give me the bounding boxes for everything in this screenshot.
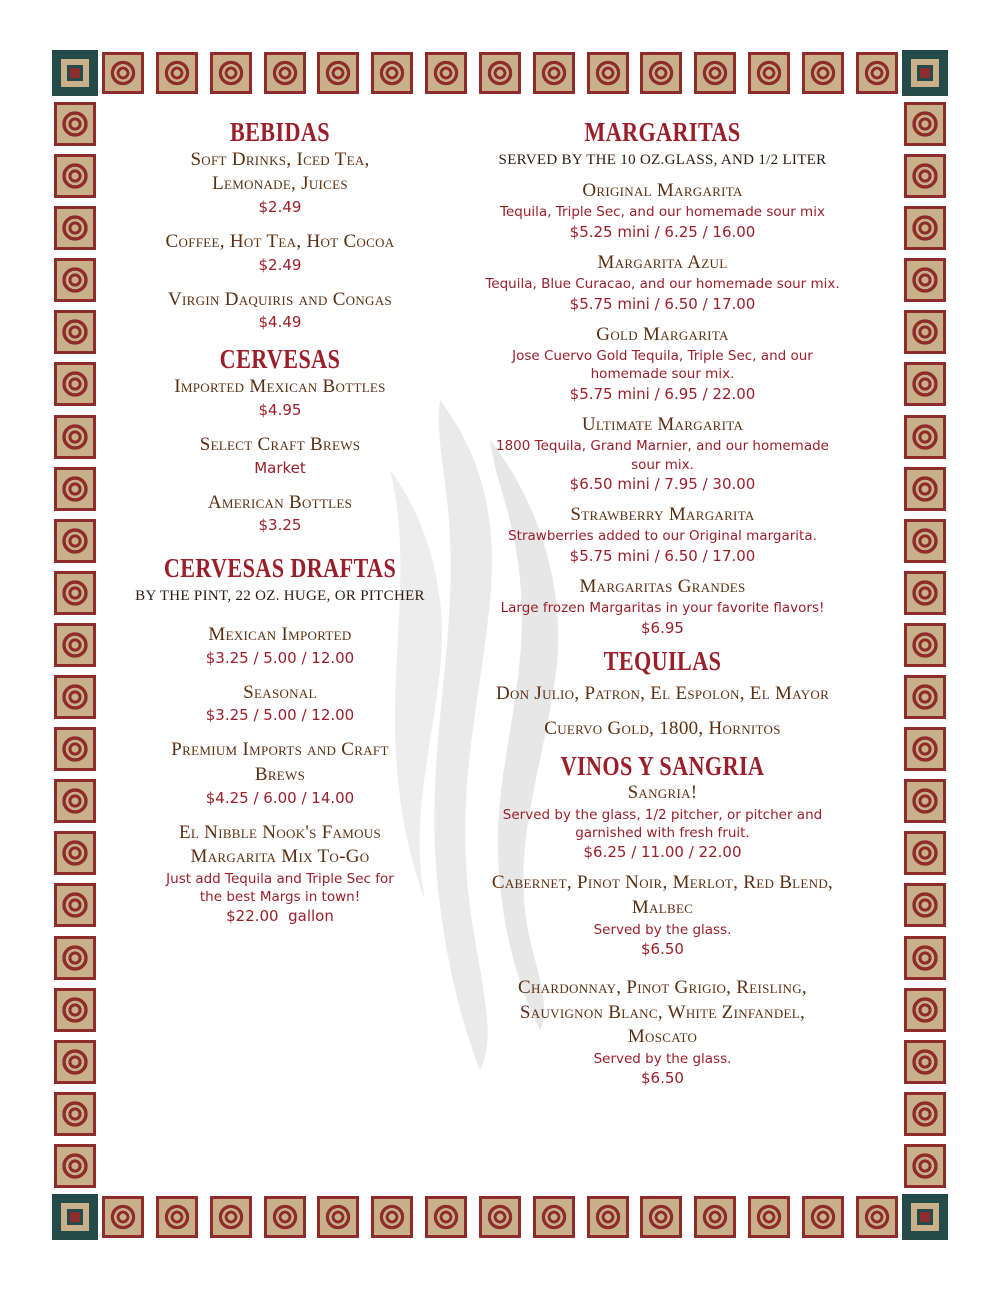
corner-ornament-bottom-left [52,1194,98,1240]
margaritas-section [465,118,860,639]
border-tile [585,50,631,96]
item-name: Coffee, Hot Tea, Hot Cocoa [165,231,395,253]
border-tile [52,569,98,617]
border-tile [369,1194,415,1240]
border-tile [315,50,361,96]
tequilas-title: TEQUILAS [603,645,722,676]
item-name: Imported Mexican Bottles [174,376,386,398]
item-price: $6.50 [641,1069,684,1088]
item-description: Large frozen Margaritas in your favorite flavors! [500,600,825,617]
border-tile [902,1142,948,1190]
item-price: $2.49 [258,198,302,217]
border-tile [746,1194,792,1240]
menu-item [465,251,860,315]
border-tile [531,50,577,96]
margaritas-title: MARGARITAS [584,117,741,147]
border-tile [52,413,98,461]
menu-item [465,503,860,567]
border-tile [154,1194,200,1240]
menu-item [465,179,860,243]
item-price: $4.25 / 6.00 / 14.00 [205,788,355,807]
border-tile [262,50,308,96]
border-tile [902,569,948,617]
border-tile [100,50,146,96]
cervesas-title: CERVESAS [219,344,341,375]
border-tile [52,1038,98,1086]
item-name: Cabernet, Pinot Noir, Merlot, Red Blend, Malbec [491,872,834,919]
item-price: $4.49 [258,313,302,332]
left-column [115,118,445,939]
border-tile [638,50,684,96]
menu-item [115,433,445,479]
item-description: Jose Cuervo Gold Tequila, Triple Sec, and our homemade sour mix. [512,348,813,383]
border-tile [800,1194,846,1240]
border-tile [52,621,98,669]
border-tile [154,50,200,96]
menu-item [115,288,445,334]
border-right [902,100,948,1190]
border-tile [746,50,792,96]
item-price: $4.95 [258,400,302,419]
border-tile [52,1142,98,1190]
item-description: Just add Tequila and Triple Sec for the best Margs in town! [166,871,394,906]
item-price: $3.25 / 5.00 / 12.00 [205,648,355,667]
bebidas-section [115,118,445,333]
border-tile [52,256,98,304]
border-tile [100,1194,146,1240]
border-bottom [100,1194,900,1240]
border-tile [52,829,98,877]
border-tile [477,1194,523,1240]
border-tile [902,986,948,1034]
margaritas-subtitle: SERVED BY THE 10 OZ.GLASS, AND 1/2 LITER [498,151,827,168]
border-tile [902,881,948,929]
item-price: $6.25 / 11.00 / 22.00 [583,843,742,862]
menu-item [115,148,445,218]
border-tile [52,152,98,200]
border-tile [52,204,98,252]
menu-item [465,575,860,639]
draftas-subtitle: BY THE PINT, 22 OZ. HUGE, OR PITCHER [135,587,425,604]
vinos-section [465,752,860,1090]
border-tile [52,360,98,408]
menu-item [465,976,860,1089]
border-tile [208,1194,254,1240]
border-tile [854,50,900,96]
cervesas-section [115,345,445,536]
border-tile [800,50,846,96]
border-tile [902,256,948,304]
item-description: Served by the glass. [593,1051,732,1068]
menu-item [465,413,860,495]
menu-item [465,323,860,405]
item-name: Premium Imports and Craft Brews [171,739,389,785]
item-price: $5.75 mini / 6.50 / 17.00 [569,546,756,565]
item-price: $5.25 mini / 6.25 / 16.00 [569,222,756,241]
bebidas-title: BEBIDAS [229,117,331,147]
menu-item [465,781,860,863]
border-left [52,100,98,1190]
item-price: $5.75 mini / 6.50 / 17.00 [569,294,756,313]
border-tile [692,50,738,96]
border-tile [262,1194,308,1240]
menu-item [115,681,445,727]
item-price: Market [254,458,306,477]
item-name: Ultimate Margarita [581,413,744,435]
item-price: $3.25 / 5.00 / 12.00 [205,706,355,725]
border-tile [52,725,98,773]
border-tile [52,777,98,825]
item-price: $6.50 [641,940,684,959]
item-name: Strawberry Margarita [570,503,755,525]
item-price: $3.25 [258,516,302,535]
border-top [100,50,900,96]
item-name: Sangria! [627,782,698,804]
menu-item [115,623,445,669]
item-name: Seasonal [243,681,317,703]
item-name: Mexican Imported [208,623,352,645]
border-tile [902,673,948,721]
item-name: American Bottles [207,491,353,513]
menu-item [115,821,445,928]
border-tile [692,1194,738,1240]
border-tile [902,308,948,356]
border-tile [477,50,523,96]
border-tile [902,777,948,825]
border-tile [52,673,98,721]
border-tile [902,1090,948,1138]
border-tile [208,50,254,96]
item-price: $5.75 mini / 6.95 / 22.00 [569,384,756,403]
border-tile [423,1194,469,1240]
right-column [465,118,860,1097]
border-tile [638,1194,684,1240]
border-tile [902,1038,948,1086]
border-tile [52,986,98,1034]
border-tile [902,360,948,408]
border-tile [902,100,948,148]
border-tile [902,465,948,513]
item-description: Strawberries added to our Original margarita. [508,528,817,545]
corner-ornament-bottom-right [902,1194,948,1240]
item-description: 1800 Tequila, Grand Marnier, and our homemade sour mix. [496,438,829,473]
item-description: Served by the glass, 1/2 pitcher, or pitcher and garnished with fresh fruit. [502,807,823,842]
border-tile [902,725,948,773]
border-tile [902,517,948,565]
menu-item [115,738,445,808]
vinos-title: VINOS Y SANGRIA [560,750,765,781]
border-tile [531,1194,577,1240]
item-price: $6.50 mini / 7.95 / 30.00 [569,474,756,493]
menu-item [115,230,445,276]
item-name: Soft Drinks, Iced Tea, Lemonade, Juices [190,148,370,195]
border-tile [52,308,98,356]
border-tile [423,50,469,96]
item-name: Select Craft Brews [199,433,361,455]
item-name: Margarita Azul [597,251,728,273]
border-tile [52,934,98,982]
border-tile [369,50,415,96]
tequila-brands-line: Cuervo Gold, 1800, Hornitos [544,717,781,739]
border-tile [52,881,98,929]
menu-item [115,491,445,537]
border-tile [902,934,948,982]
border-tile [585,1194,631,1240]
tequilas-section [465,647,860,742]
menu-item [115,375,445,421]
border-tile [52,100,98,148]
border-tile [315,1194,361,1240]
border-tile [52,1090,98,1138]
border-tile [854,1194,900,1240]
item-description: Served by the glass. [593,921,732,938]
item-description: Tequila, Triple Sec, and our homemade sour mix [500,204,825,221]
border-tile [902,152,948,200]
item-name: Chardonnay, Pinot Grigio, Reisling, Sauvignon Blanc, White Zinfandel, Moscato [518,977,807,1048]
item-price: $2.49 [258,255,302,274]
corner-ornament-top-left [52,50,98,96]
item-name: Virgin Daquiris and Congas [168,288,392,310]
item-name: Original Margarita [582,179,743,201]
draftas-section [115,554,445,927]
corner-ornament-top-right [902,50,948,96]
menu-item [465,871,860,960]
item-name: Gold Margarita [596,323,729,345]
border-tile [902,413,948,461]
tequila-brands-line: Don Julio, Patron, El Espolon, El Mayor [495,683,830,705]
border-tile [52,465,98,513]
item-description: Tequila, Blue Curacao, and our homemade sour mix. [485,276,840,293]
border-tile [902,829,948,877]
border-tile [902,621,948,669]
border-tile [52,517,98,565]
item-name: El Nibble Nook's Famous Margarita Mix To-Go [178,821,382,868]
border-tile [902,204,948,252]
item-name: Margaritas Grandes [579,575,746,597]
item-price: $22.00 gallon [226,907,334,926]
draftas-title: CERVESAS DRAFTAS [163,553,397,584]
item-price: $6.95 [641,618,684,637]
